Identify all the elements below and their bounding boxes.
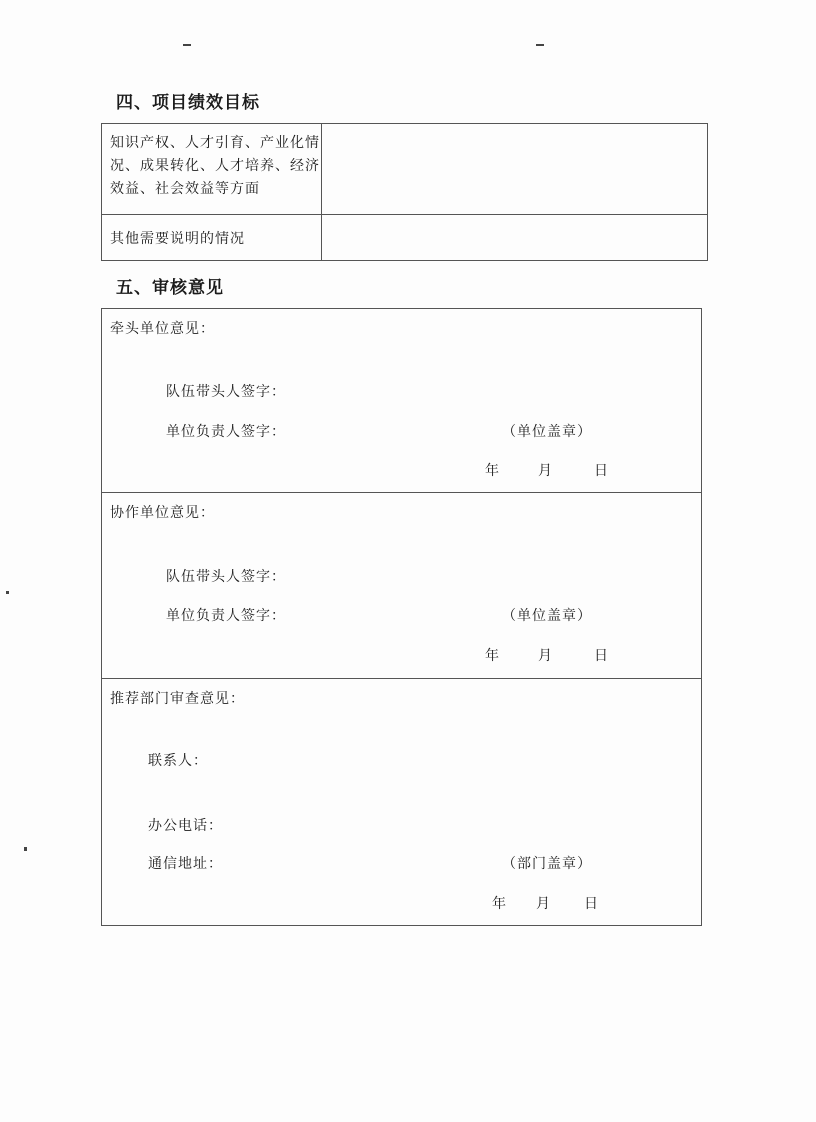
recommend-year: 年 — [492, 896, 507, 912]
partner-team-leader-sign: 队伍带头人签字： — [166, 569, 286, 585]
recommend-contact: 联系人： — [148, 753, 208, 769]
partner-unit-title: 协作单位意见： — [110, 505, 215, 521]
performance-table-divider — [321, 123, 322, 261]
performance-label-line1: 知识产权、人才引育、产业化情 — [110, 135, 320, 151]
section4-heading: 四、项目绩效目标 — [116, 93, 260, 113]
lead-year: 年 — [485, 463, 500, 479]
recommend-day: 日 — [584, 896, 599, 912]
scan-mark — [24, 847, 27, 851]
lead-unit-head-sign: 单位负责人签字： — [166, 424, 286, 440]
performance-table-row-line — [101, 214, 708, 215]
scan-mark — [6, 591, 9, 594]
recommend-dept-title: 推荐部门审查意见： — [110, 691, 245, 707]
scan-mark — [536, 44, 544, 46]
partner-unit-seal: （单位盖章） — [502, 608, 592, 624]
performance-label-line2: 况、成果转化、人才培养、经济 — [110, 158, 320, 174]
recommend-phone: 办公电话： — [148, 818, 223, 834]
section5-heading: 五、审核意见 — [116, 278, 224, 298]
scan-mark — [183, 44, 191, 46]
partner-day: 日 — [594, 648, 609, 664]
performance-label-line3: 效益、社会效益等方面 — [110, 181, 260, 197]
recommend-dept-seal: （部门盖章） — [502, 856, 592, 872]
recommend-month: 月 — [536, 896, 551, 912]
review-table-row-line — [101, 678, 702, 679]
other-notes-label: 其他需要说明的情况 — [110, 231, 245, 247]
review-table-row-line — [101, 492, 702, 493]
partner-year: 年 — [485, 648, 500, 664]
lead-unit-title: 牵头单位意见： — [110, 321, 215, 337]
recommend-address: 通信地址： — [148, 856, 223, 872]
lead-team-leader-sign: 队伍带头人签字： — [166, 384, 286, 400]
partner-month: 月 — [538, 648, 553, 664]
partner-unit-head-sign: 单位负责人签字： — [166, 608, 286, 624]
lead-unit-seal: （单位盖章） — [502, 424, 592, 440]
lead-month: 月 — [538, 463, 553, 479]
lead-day: 日 — [594, 463, 609, 479]
